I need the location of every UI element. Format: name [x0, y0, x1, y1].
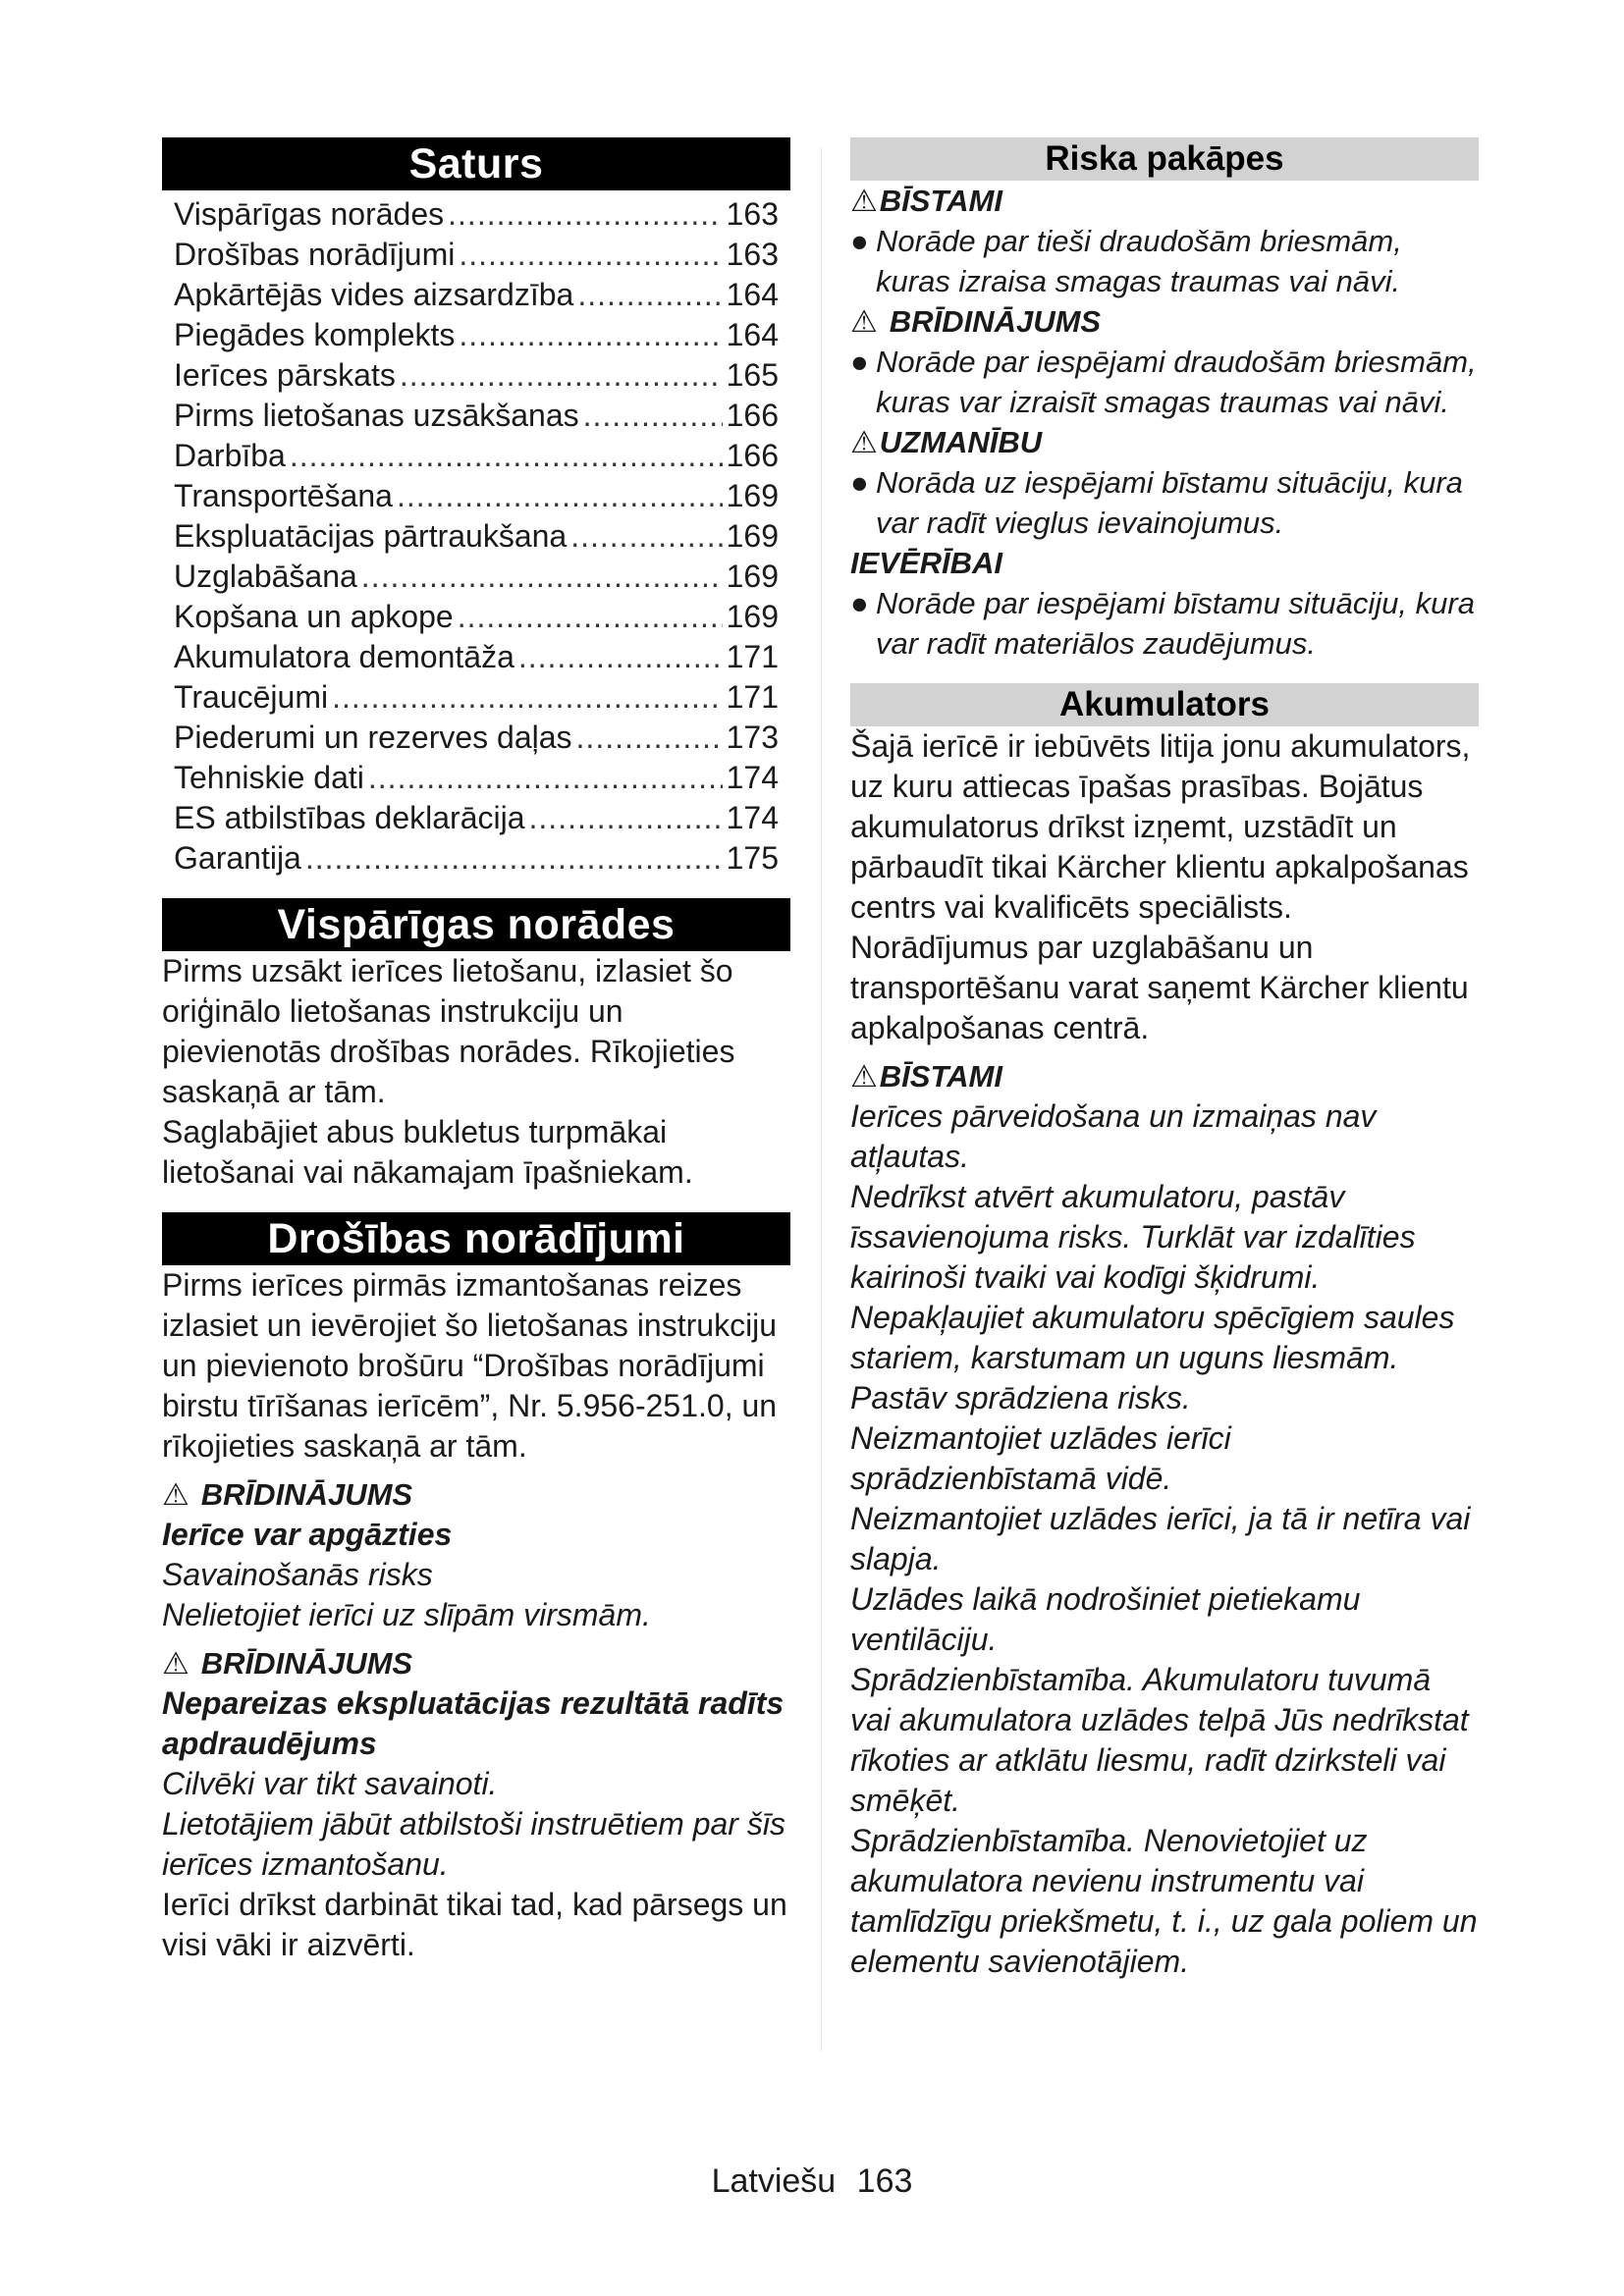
warning-label: BRĪDINĀJUMS [889, 304, 1102, 339]
toc-leader-dots [459, 235, 722, 275]
toc-entry[interactable] [174, 355, 779, 396]
battery-danger-label: BĪSTAMI [879, 1059, 1002, 1094]
toc-entry-title: Tehniskie dati [174, 760, 364, 795]
battery-danger-line: Neizmantojiet uzlādes ierīci, ja tā ir netīra vai slapja. [850, 1501, 1471, 1576]
warning-header [850, 301, 1479, 342]
toc-entry-title: Traucējumi [174, 679, 329, 715]
toc-entry-title: ES atbilstības deklarācija [174, 800, 525, 835]
toc-leader-dots [583, 396, 723, 436]
toc-entry-title: Pirms lietošanas uzsākšanas [174, 398, 579, 433]
footer-language: Latviešu [711, 2163, 837, 2200]
toc-leader-dots [305, 838, 723, 879]
battery-danger-line: Nepakļaujiet akumulatoru spēcīgiem saules stariem, karstumam un uguns liesmām. Pastāv sprādziena risks. [850, 1300, 1455, 1415]
warning-1-label: BRĪDINĀJUMS [200, 1477, 413, 1512]
toc-entry-title: Vispārīgas norādes [174, 196, 445, 232]
contents-heading: Saturs [162, 137, 790, 190]
warning-triangle-icon: ⚠ [850, 1059, 878, 1094]
toc-leader-dots [397, 476, 723, 516]
toc-leader-dots [332, 677, 723, 718]
toc-entry-title: Uzglabāšana [174, 559, 357, 594]
danger-header [850, 181, 1479, 221]
toc-entry-page: 173 [726, 720, 779, 755]
toc-entry-page: 175 [726, 840, 779, 876]
toc-entry-page: 171 [726, 679, 779, 715]
toc-leader-dots [459, 315, 722, 355]
battery-danger-line: Sprādzienbīstamība. Nenovietojiet uz akumulatora nevienu instrumentu vai tamlīdzīgu priekšmetu, t. i., uz gala poliem un elementu savienotājiem. [850, 1823, 1478, 1979]
toc-leader-dots [518, 637, 723, 677]
warning-2-risk: Cilvēki var tikt savainoti. [162, 1766, 498, 1801]
toc-entry-title: Akumulatora demontāža [174, 639, 514, 674]
toc-entry[interactable] [174, 718, 779, 758]
column-divider [821, 147, 822, 2052]
toc-entry[interactable] [174, 476, 779, 516]
toc-entry-page: 174 [726, 800, 779, 835]
right-column [850, 137, 1479, 1982]
warning-description: ● Norāde par iespējami draudošām briesmām, kuras var izraisīt smagas traumas vai nāvi. [850, 342, 1479, 422]
bullet-icon: ● [850, 224, 869, 258]
warning-triangle-icon: ⚠ [850, 425, 878, 459]
battery-danger-line: Nedrīkst atvērt akumulatoru, pastāv īssavienojuma risks. Turklāt var izdalīties kairinoši tvaiki vai kodīgi šķidrumi. [850, 1179, 1416, 1295]
warning-2-text: Lietotājiem jābūt atbilstoši instruētiem par šīs ierīces izmantošanu. [162, 1806, 785, 1882]
battery-danger-line: Uzlādes laikā nodrošiniet pietiekamu ventilāciju. [850, 1581, 1361, 1657]
caution-header [850, 422, 1479, 462]
battery-danger-line: Neizmantojiet uzlādes ierīci sprādzienbīstamā vidē. [850, 1420, 1231, 1496]
toc-entry-page: 163 [726, 196, 779, 232]
toc-entry-page: 166 [726, 398, 779, 433]
battery-paragraph-1: Šajā ierīcē ir iebūvēts litija jonu akumulators, uz kuru attiecas īpašas prasības. Bojātus akumulatorus drīkst izņemt, uzstādīt un pārbaudīt tikai Kärcher klientu apkalpošanas centrs vai kvalificēts speciālists. [850, 728, 1471, 925]
toc-entry[interactable] [174, 597, 779, 637]
left-column [162, 137, 790, 1965]
risk-levels-heading: Riska pakāpes [850, 137, 1479, 181]
caution-label: UZMANĪBU [879, 425, 1043, 459]
toc-leader-dots [529, 798, 723, 838]
warning-1-heading: Ierīce var apgāzties [162, 1517, 453, 1552]
warning-2-text-2: Ierīci drīkst darbināt tikai tad, kad pārsegs un visi vāki ir aizvērti. [162, 1887, 787, 1962]
toc-leader-dots [458, 597, 723, 637]
toc-entry-title: Ierīces pārskats [174, 357, 396, 393]
toc-entry[interactable] [174, 516, 779, 557]
caution-description: ● Norāda uz iespējami bīstamu situāciju, kura var radīt vieglus ievainojumus. [850, 462, 1479, 543]
warning-triangle-icon: ⚠ [162, 1477, 189, 1512]
toc-entry-page: 169 [726, 559, 779, 594]
toc-entry[interactable] [174, 637, 779, 677]
general-heading: Vispārīgas norādes [162, 898, 790, 951]
toc-entry-page: 174 [726, 760, 779, 795]
notice-description: ● Norāde par iespējami bīstamu situāciju, kura var radīt materiālos zaudējumus. [850, 583, 1479, 664]
safety-intro: Pirms ierīces pirmās izmantošanas reizes izlasiet un ievērojiet šo lietošanas instrukciju un pievienoto brošūru “Drošības norādījumi birstu tīrīšanas ierīcēm”, Nr. 5.956-251.0, un rīkojieties saskaņā ar tām. [162, 1267, 778, 1464]
general-paragraph-1: Pirms uzsākt ierīces lietošanu, izlasiet šo oriģinālo lietošanas instrukciju un pievienotās drošības norādes. Rīkojieties saskaņā ar tām. [162, 953, 735, 1109]
toc-leader-dots [570, 516, 722, 557]
toc-entry[interactable] [174, 838, 779, 879]
battery-danger-line: Sprādzienbīstamība. Akumulatoru tuvumā vai akumulatora uzlādes telpā Jūs nedrīkstat rīkoties ar atklātu liesmu, radīt dzirksteli vai smēķēt. [850, 1662, 1469, 1818]
toc-leader-dots [361, 557, 723, 597]
bullet-icon: ● [850, 345, 869, 379]
toc-leader-dots [448, 194, 722, 235]
warning-2-header [162, 1643, 790, 1683]
toc-leader-dots [400, 355, 723, 396]
toc-entry[interactable] [174, 677, 779, 718]
footer-page-number: 163 [856, 2163, 913, 2200]
warning-2-heading: Nepareizas ekspluatācijas rezultātā radīts apdraudējums [162, 1685, 785, 1761]
warning-1-text: Nelietojiet ierīci uz slīpām virsmām. [162, 1597, 651, 1632]
table-of-contents [174, 194, 779, 879]
toc-entry[interactable] [174, 275, 779, 315]
battery-paragraph-2: Norādījumus par uzglabāšanu un transportēšanu varat saņemt Kärcher klientu apkalpošanas centrā. [850, 930, 1469, 1045]
toc-entry-page: 165 [726, 357, 779, 393]
danger-label: BĪSTAMI [879, 184, 1002, 218]
warning-1-risk: Savainošanās risks [162, 1557, 433, 1592]
toc-entry-title: Drošības norādījumi [174, 237, 456, 272]
toc-entry[interactable] [174, 194, 779, 235]
toc-entry-page: 169 [726, 478, 779, 513]
warning-triangle-icon: ⚠ [850, 304, 878, 339]
warning-1-header [162, 1474, 790, 1515]
toc-entry-page: 164 [726, 317, 779, 352]
toc-entry-title: Kopšana un apkope [174, 599, 454, 634]
toc-entry[interactable] [174, 557, 779, 597]
toc-entry-title: Apkārtējās vides aizsardzība [174, 277, 574, 312]
toc-entry-title: Transportēšana [174, 478, 393, 513]
warning-triangle-icon: ⚠ [850, 184, 878, 218]
toc-entry-page: 169 [726, 518, 779, 554]
battery-heading: Akumulators [850, 683, 1479, 726]
toc-entry[interactable] [174, 758, 779, 798]
battery-danger-header [850, 1056, 1479, 1096]
toc-leader-dots [290, 436, 723, 476]
warning-triangle-icon: ⚠ [162, 1646, 189, 1681]
toc-entry-page: 164 [726, 277, 779, 312]
page-footer [0, 2160, 1624, 2203]
notice-label: IEVĒRĪBAI [850, 546, 1003, 580]
bullet-icon: ● [850, 586, 869, 620]
toc-entry[interactable] [174, 235, 779, 275]
battery-danger-line: Ierīces pārveidošana un izmaiņas nav atļautas. [850, 1098, 1377, 1174]
toc-entry-page: 163 [726, 237, 779, 272]
toc-entry-page: 166 [726, 438, 779, 473]
toc-entry-page: 169 [726, 599, 779, 634]
toc-leader-dots [577, 275, 722, 315]
battery-danger-list [850, 1096, 1479, 1982]
bullet-icon: ● [850, 465, 869, 500]
toc-entry-title: Piederumi un rezerves daļas [174, 720, 572, 755]
toc-entry-page: 171 [726, 639, 779, 674]
toc-entry-title: Ekspluatācijas pārtraukšana [174, 518, 568, 554]
general-paragraph-2: Saglabājiet abus bukletus turpmākai lietošanai vai nākamajam īpašniekam. [162, 1114, 693, 1190]
warning-2-label: BRĪDINĀJUMS [200, 1646, 413, 1681]
toc-leader-dots [368, 758, 723, 798]
toc-entry-title: Garantija [174, 840, 301, 876]
toc-entry[interactable] [174, 798, 779, 838]
notice-header [850, 543, 1479, 583]
toc-entry-title: Piegādes komplekts [174, 317, 456, 352]
toc-entry[interactable] [174, 315, 779, 355]
toc-entry-title: Darbība [174, 438, 286, 473]
toc-entry[interactable] [174, 396, 779, 436]
safety-heading: Drošības norādījumi [162, 1212, 790, 1265]
danger-description: ● Norāde par tieši draudošām briesmām, kuras izraisa smagas traumas vai nāvi. [850, 221, 1479, 301]
toc-entry[interactable] [174, 436, 779, 476]
toc-leader-dots [576, 718, 723, 758]
